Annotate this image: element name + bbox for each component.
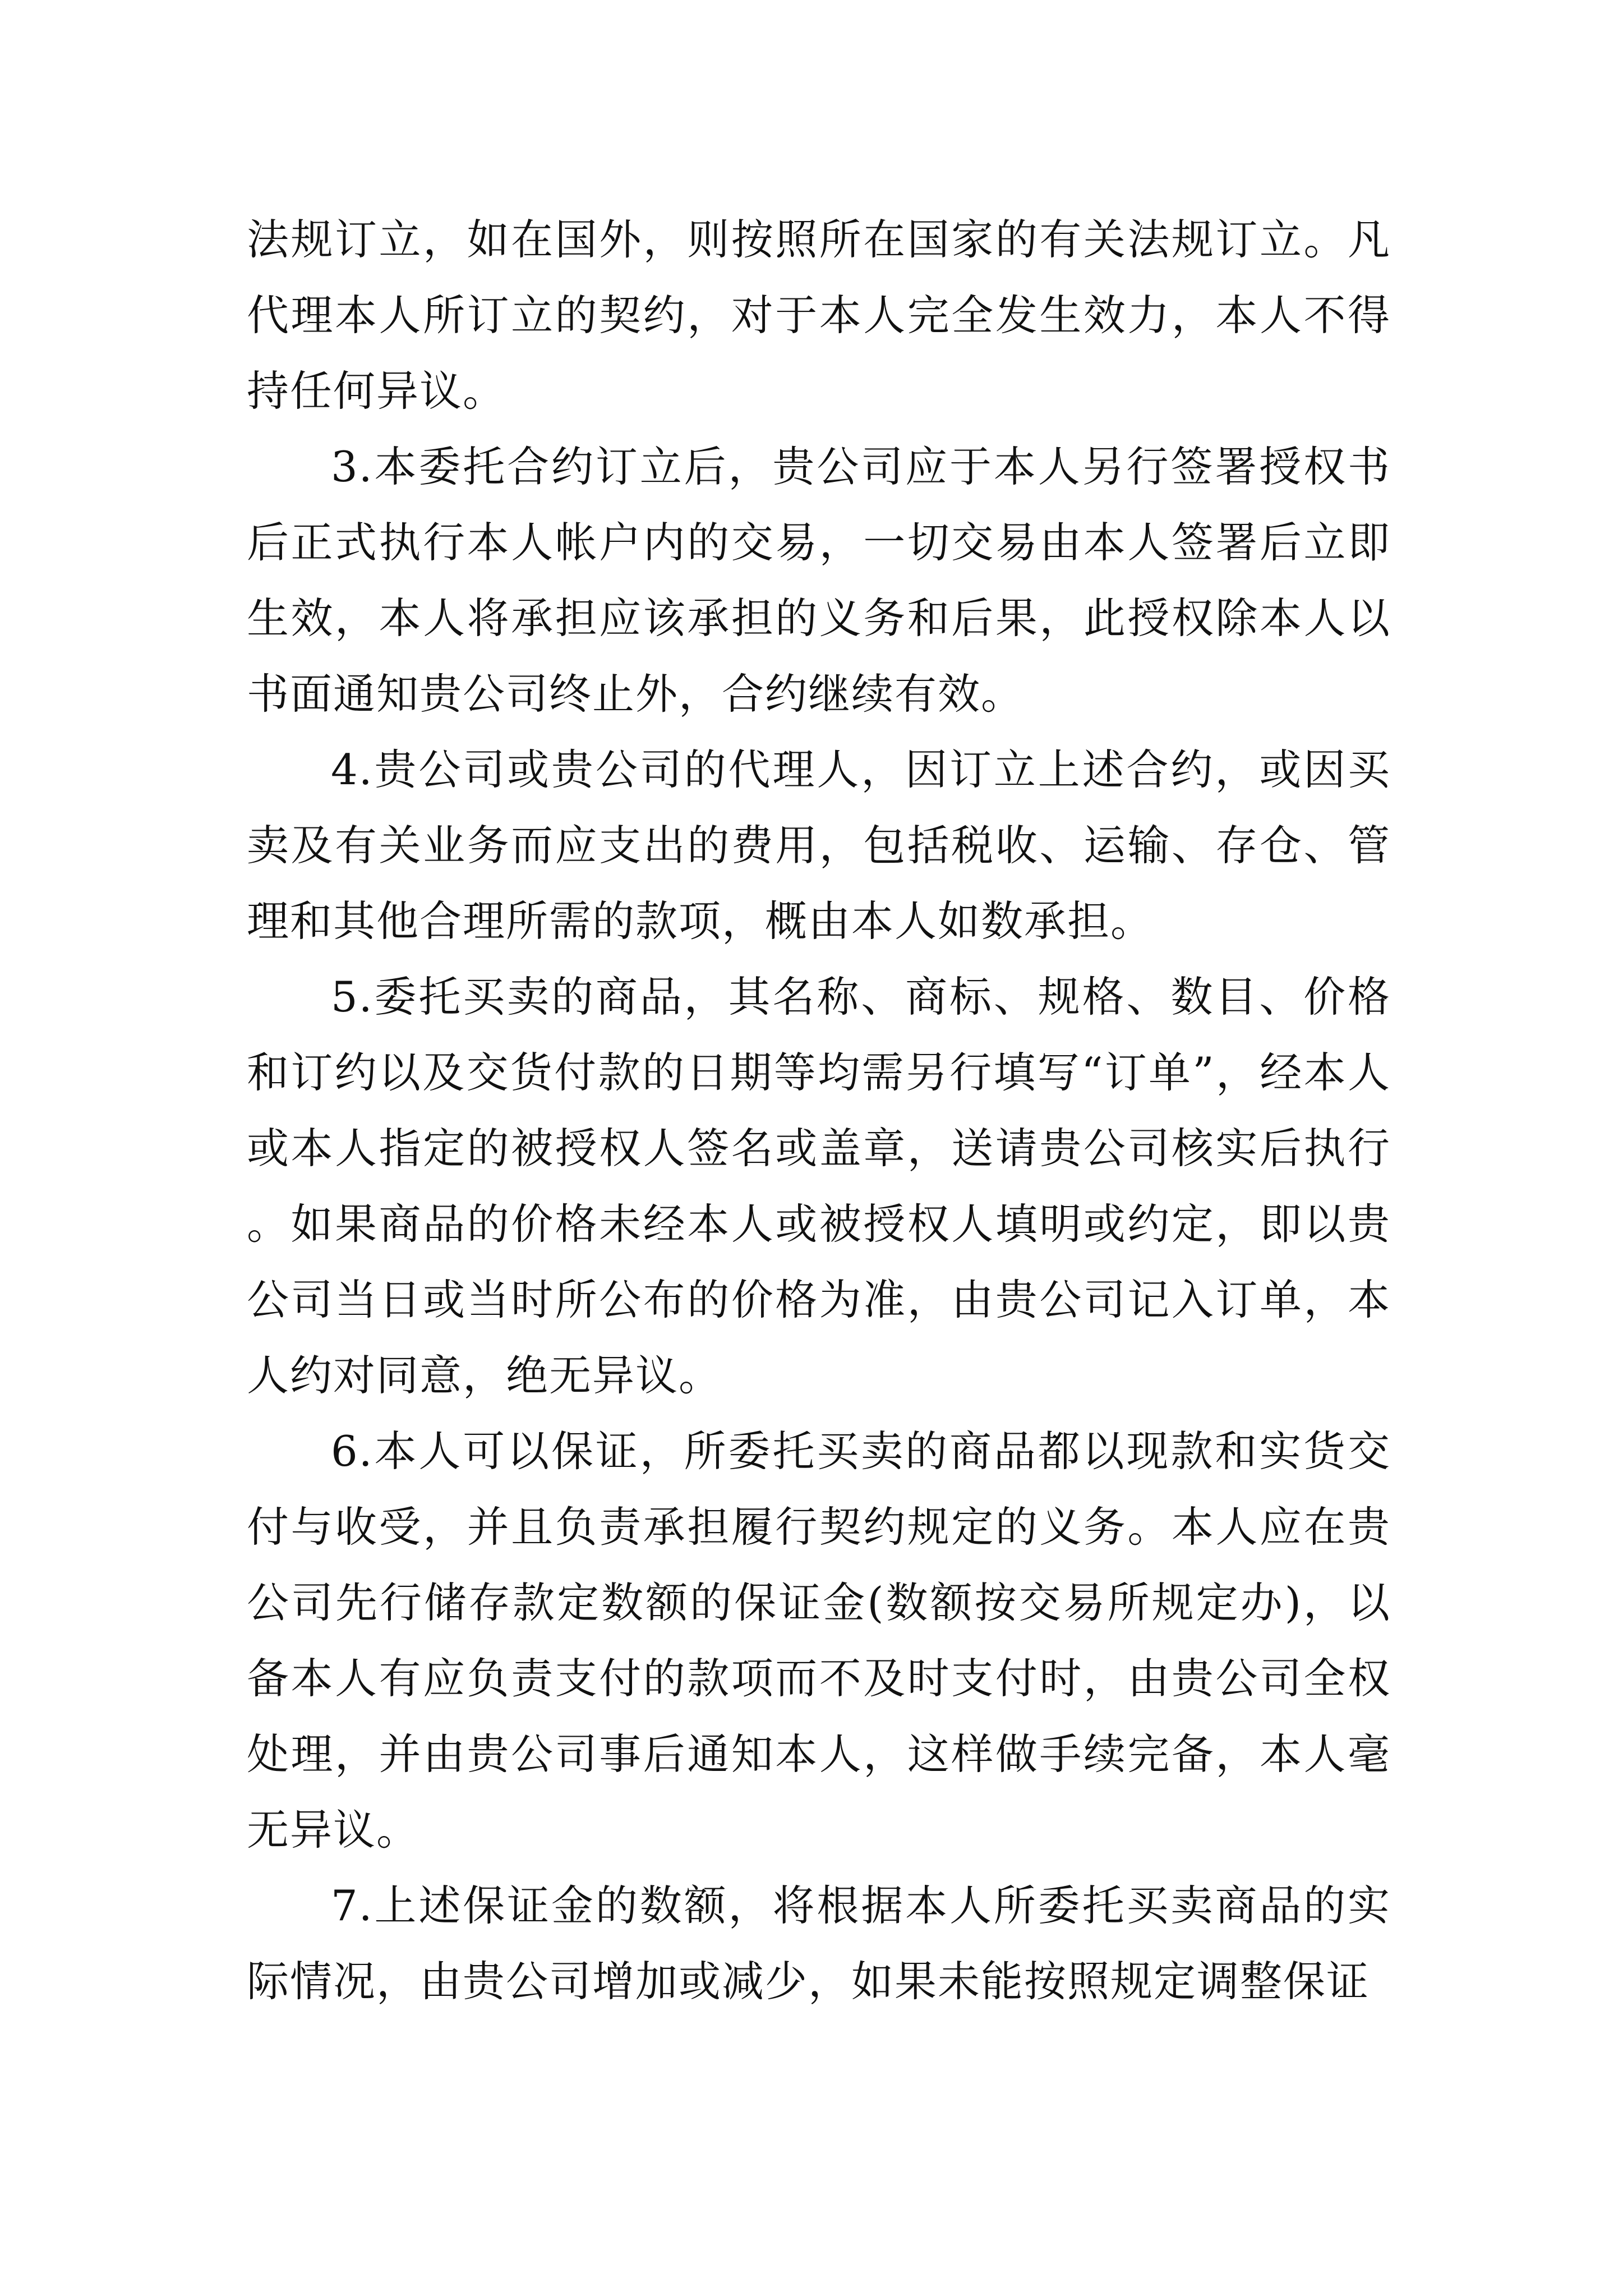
paragraph-clause-7: 7.上述保证金的数额，将根据本人所委托买卖商品的实际情况，由贵公司增加或减少，如果未能按照规定调整保证 [247, 1881, 1391, 2006]
paragraph-clause-6: 6.本人可以保证，所委托买卖的商品都以现款和实货交付与收受，并且负责承担履行契约规定的义务。本人应在贵公司先行储存款定数额的保证金(数额按交易所规定办)，以备本人有应负责支付的款项而不及时支付时，由贵公司全权处理，并由贵公司事后通知本人，这样做手续完备，本人毫无异议。 [247, 1427, 1391, 1855]
document-body [247, 202, 1391, 2019]
paragraph-clause-3: 3.本委托合约订立后，贵公司应于本人另行签署授权书后正式执行本人帐户内的交易，一切交易由本人签署后立即生效，本人将承担应该承担的义务和后果，此授权除本人以书面通知贵公司终止外，合约继续有效。 [247, 442, 1391, 719]
paragraph-clause-4: 4.贵公司或贵公司的代理人，因订立上述合约，或因买卖及有关业务而应支出的费用，包括税收、运输、存仓、管理和其他合理所需的款项，概由本人如数承担。 [247, 745, 1391, 946]
paragraph-clause-5: 5.委托买卖的商品，其名称、商标、规格、数目、价格和订约以及交货付款的日期等均需另行填写“订单”，经本人或本人指定的被授权人签名或盖章，送请贵公司核实后执行。如果商品的价格未经本人或被授权人填明或约定，即以贵公司当日或当时所公布的价格为准，由贵公司记入订单，本人约对同意，绝无异议。 [247, 972, 1391, 1400]
paragraph-continuation: 法规订立，如在国外，则按照所在国家的有关法规订立。凡代理本人所订立的契约，对于本人完全发生效力，本人不得持任何异议。 [247, 215, 1391, 416]
